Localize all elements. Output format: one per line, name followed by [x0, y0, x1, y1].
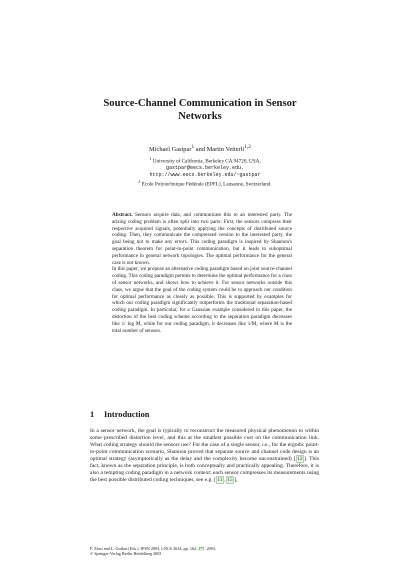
abstract-label: Abstract.: [112, 212, 133, 218]
title-line: Networks: [178, 111, 222, 122]
author-homepage-url: http://www.eecs.berkeley.edu/~gastpar: [149, 172, 261, 179]
publication-footnote: [90, 546, 320, 557]
affiliation-text: University of California, Berkeley CA 94720, USA,: [152, 158, 261, 165]
citation-link[interactable]: 11: [217, 477, 223, 484]
author-conjunction: and: [195, 146, 205, 154]
author-name: Martin Vetterli: [206, 146, 245, 154]
page-range-link[interactable]: 177: [198, 546, 205, 551]
affiliations: [100, 156, 310, 188]
intro-body: [90, 428, 319, 484]
author-affiliation-mark: 1: [191, 144, 195, 150]
affiliation-mark: 2: [138, 178, 141, 184]
paper-title: [90, 97, 310, 123]
citation-link[interactable]: 12: [297, 456, 303, 463]
body-text: ],: [234, 477, 238, 484]
author-email: gastpar@eecs.berkeley.edu,: [165, 165, 244, 172]
footnote-text: F. Zhao and L. Guibas (Eds.): IPSN 2003, LNCS 2634, pp. 162–: [90, 546, 199, 551]
section-heading: [90, 410, 320, 420]
body-paragraph: In a sensor network, the goal is typically to reconstruct the measured physical phenomenon to within some prescribed distortion level, and this at the smallest possible cost on the communication link. What coding strategy should the sensors use? For the case of a single sensor, i.e., for the ergodic point-to-point communication scenario, Shannon proved that separate source and channel code design is an optimal strategy (asymptotically as the delay and the complexity become unconstrained) [ 12 ]. This fact, known as the separation principle, is both conceptually and practically appealing. Therefore, it is also a tempting coding paradigm in a network context: each sensor compresses its measurements using the best possible distributed coding techniques, see e.g. [ 11 , 15 ],: [90, 428, 319, 484]
abstract-paragraph: In this paper, we propose an alternative coding paradigm based on joint source-channel coding. This coding paradigm permits to determine the optimal performance for a class of sensor networks, and shows how to achieve it. For sensor networks outside this class, we argue that the goal of the coding system could be to approach our condition for optimal performance as closely as possible. This is supported by examples for which our coding paradigm significantly outperforms the traditional separation-based coding paradigm. In particular, for a Gaussian example considered in this paper, the distortion of the best coding scheme according to the separation paradigm decreases like 1/ log M, while for our coding paradigm, it decreases like 1/M, where M is the total number of sensors.: [112, 266, 292, 334]
section-number: 1: [90, 410, 95, 419]
section-title: Introduction: [104, 410, 150, 419]
author-name: Michael Gastpar: [149, 146, 192, 154]
abstract: [112, 212, 292, 334]
footnote-text: , 2003.: [204, 546, 216, 551]
body-text: ]. This fact, known as the separation principle, is both conceptually and practically appealing. Therefore, it is also a tempting coding paradigm in a network context: each sensor compresses its measurements using the best possible distributed coding techniques, see e.g. [: [90, 456, 319, 484]
affiliation-mark: 1: [149, 156, 152, 161]
abstract-text: Sensors acquire data, and communicate this to an interested party. The arising coding problem is often split into two parts: First, the sensors compress their respective acquired signals, potentially applying the concepts of distributed source coding. Then, they communicate the compressed version to the interested party, the goal being not to make any errors. This coding paradigm is inspired by Shannon's separation theorem for point-to-point communication, but it leads to suboptimal performance in general network topologies. The optimal performance for the general case is not known.: [112, 212, 292, 266]
author-affiliation-mark: 1,2: [244, 144, 251, 150]
affiliation-text: École Polytechnique Fédérale (EPFL), Lausanne, Switzerland.: [141, 181, 272, 188]
copyright-line: © Springer-Verlag Berlin Heidelberg 2003: [90, 551, 162, 557]
affiliation: [100, 179, 310, 188]
title-line: Source-Channel Communication in Sensor: [103, 98, 297, 109]
author-list: [80, 143, 320, 154]
citation-link[interactable]: 15: [227, 477, 233, 484]
affiliation: [100, 156, 310, 165]
body-text: In a sensor network, the goal is typically to reconstruct the measured physical phenomenon to within some prescribed distortion level, and this at the smallest possible cost on the communication link. What coding strategy should the sensors use? For the case of a single sensor, i.e., for the ergodic point-to-point communication scenario, Shannon proved that separate source and channel code design is an optimal strategy (asymptotically as the delay and the complexity become unconstrained) [: [90, 428, 319, 463]
abstract-paragraph: [112, 212, 292, 266]
